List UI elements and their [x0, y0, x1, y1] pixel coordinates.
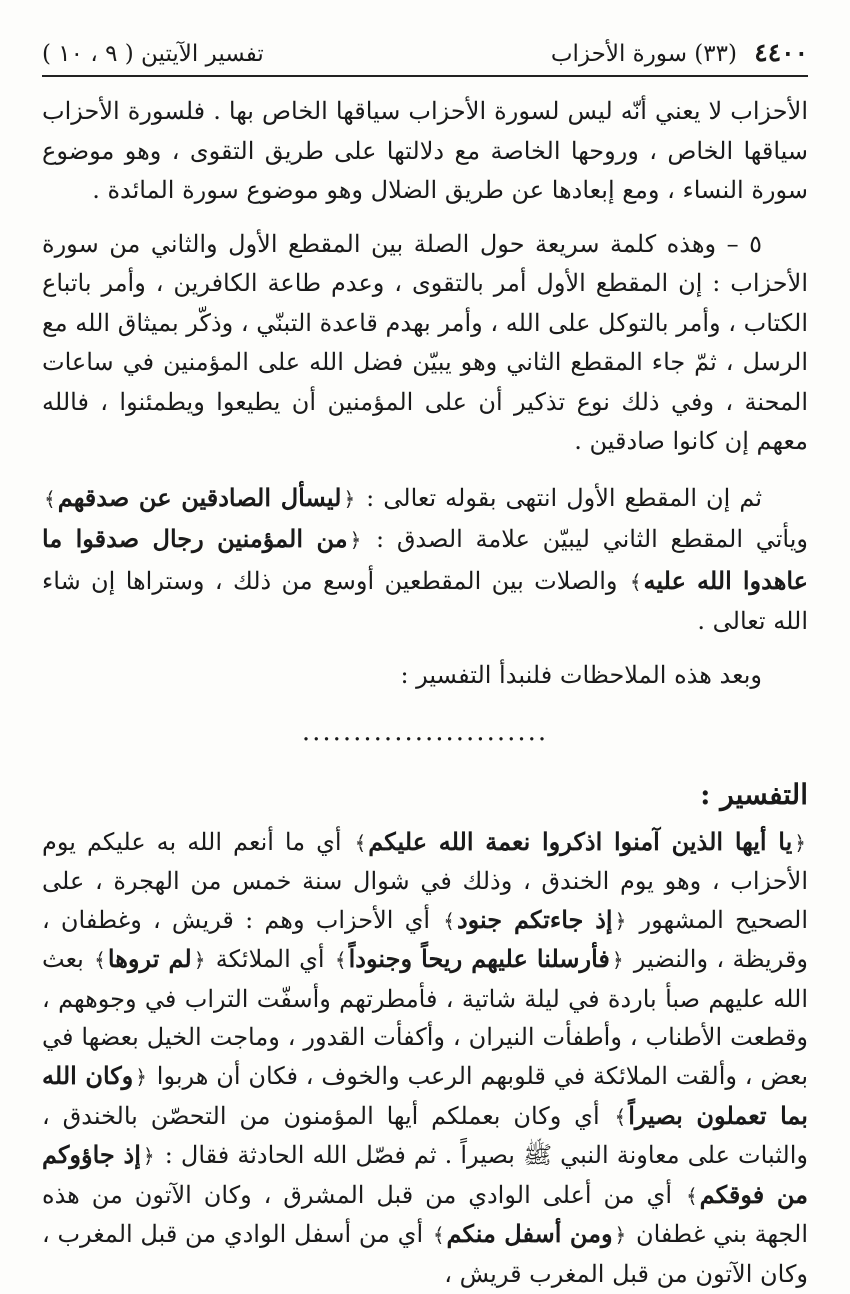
header-right: [551, 38, 808, 69]
quran-bracket-open: ﴿: [614, 908, 627, 933]
quran-bracket-open: ﴿: [343, 486, 356, 511]
tafsir-text-6: أي من أعلى الوادي من قبل المشرق ، وكان الآتون من هذه الجهة بني غطفان: [42, 1180, 809, 1249]
quran-bracket-close: ﴾: [354, 830, 367, 855]
paragraph-3: [42, 478, 808, 642]
tafsir-text-1: أي ما أنعم الله به عليكم يوم الأحزاب ، وهو يوم الخندق ، وذلك في شوال سنة خمس من الهجرة ، على الصحيح المشهور: [42, 827, 808, 934]
section-title: التفسير :: [700, 777, 808, 811]
tafsir-text-2: أي الأحزاب وهم : قريش ، وغطفان ، وقريظة ، والنضير: [42, 905, 809, 974]
quran-bracket-open: ﴿: [349, 528, 362, 552]
quran-quote-1: ليسأل الصادقين عن صدقهم: [57, 482, 342, 512]
tafsir-quote-2: إذ جاءتكم جنود: [456, 904, 613, 934]
quran-bracket-close: ﴾: [614, 1104, 627, 1129]
quran-bracket-close: ﴾: [685, 1183, 698, 1208]
p3-text-c: والصلات بين المقطعين أوسع من ذلك ، وستراها إن شاء الله تعالى .: [42, 566, 808, 635]
tafsir-text-5: أي وكان بعملكم أيها المؤمنون من التحصّن بالخندق ، والثبات على معاونة النبي ﷺ بصيراً . ثم فصّل الله الحادثة فقال :: [42, 1101, 809, 1170]
quran-bracket-close: ﴾: [629, 569, 642, 594]
quran-bracket-open: ﴿: [614, 1223, 627, 1248]
p3-text-b: ويأتي المقطع الثاني ليبيّن علامة الصدق :: [363, 525, 808, 553]
page-header: [42, 38, 808, 77]
separator-dots: ........................: [301, 717, 549, 747]
tafsir-text-4: بعث الله عليهم صبأ باردة في ليلة شاتية ، فأمطرتهم وأسفّت التراب في وجوههم ، وقطعت الأطناب ، وأطفأت النيران ، وأكفأت القدور ، وماجت الخيل بعضها في بعض ، وألقت الملائكة في قلوبهم الرعب والخوف ، فكان أن هربوا: [42, 945, 809, 1091]
body-text: [42, 92, 808, 1294]
quran-bracket-close: ﴾: [443, 908, 455, 933]
surah-name: (٣٣) سورة الأحزاب: [550, 41, 737, 67]
quran-bracket-open: ﴿: [611, 948, 624, 973]
tafsir-text-3: أي الملائكة: [207, 945, 333, 974]
quran-bracket-close: ﴾: [334, 948, 347, 973]
paragraph-2: ٥ – وهذه كلمة سريعة حول الصلة بين المقطع الأول والثاني من سورة الأحزاب : إن المقطع الأول أمر بالتقوى ، وعدم طاعة الكافرين ، وأمر باتباع الكتاب ، وأمر بالتوكل على الله ، وأمر بهدم قاعدة التبنّي ، وذكّر بميثاق الله مع الرسل ، ثمّ جاء المقطع الثاني وهو يبيّن فضل الله على المؤمنين في ساعات المحنة ، وفي ذلك نوع تذكير أن على المؤمنين أن يطيعوا ويطمئنوا ، فالله معهم إن كانوا صادقين .: [42, 229, 809, 455]
p3-text-a: ثم إن المقطع الأول انتهى بقوله تعالى :: [357, 483, 762, 512]
tafsir-quote-6: إذ جاؤوكم من فوقكم: [42, 1140, 808, 1209]
tafsir-quote-1: يا أيها الذين آمنوا اذكروا نعمة الله عليكم: [368, 826, 793, 856]
quran-bracket-open: ﴿: [794, 830, 806, 855]
quran-bracket-open: ﴿: [142, 1144, 155, 1169]
page-number: ٤٤٠٠: [754, 38, 808, 67]
tafsir-quote-5: وكان الله بما تعملون بصيراً: [42, 1061, 808, 1130]
tafsir-quote-4: لم تروها: [107, 944, 192, 974]
quran-bracket-open: ﴿: [193, 948, 206, 973]
quran-bracket-close: ﴾: [44, 486, 56, 511]
paragraph-4: وبعد هذه الملاحظات فلنبدأ التفسير :: [400, 660, 762, 689]
tafsir-quote-7: ومن أسفل منكم: [446, 1219, 613, 1249]
section-reference: تفسير الآيتين ( ٩ ، ١٠ ): [42, 41, 264, 67]
quran-quote-2: من المؤمنين رجال صدقوا ما عاهدوا الله عليه: [42, 524, 808, 595]
tafsir-paragraph: [42, 823, 808, 1294]
quran-bracket-open: ﴿: [135, 1065, 147, 1090]
paragraph-1: الأحزاب لا يعني أنّه ليس لسورة الأحزاب سياقها الخاص بها . فلسورة الأحزاب سياقها الخاص ، وروحها الخاصة مع دلالتها على طريق التقوى ، وهو موضوع سورة النساء ، ومع إبعادها عن طريق الضلال وهو موضوع سورة المائدة .: [42, 97, 808, 204]
quran-bracket-close: ﴾: [94, 948, 106, 973]
tafsir-quote-3: فأرسلنا عليهم ريحاً وجنوداً: [348, 944, 610, 974]
tafsir-text-7: أي من أسفل الوادي من قبل المغرب ، وكان الآتون من قبل المغرب قريش ،: [42, 1220, 808, 1289]
quran-bracket-close: ﴾: [432, 1223, 445, 1248]
